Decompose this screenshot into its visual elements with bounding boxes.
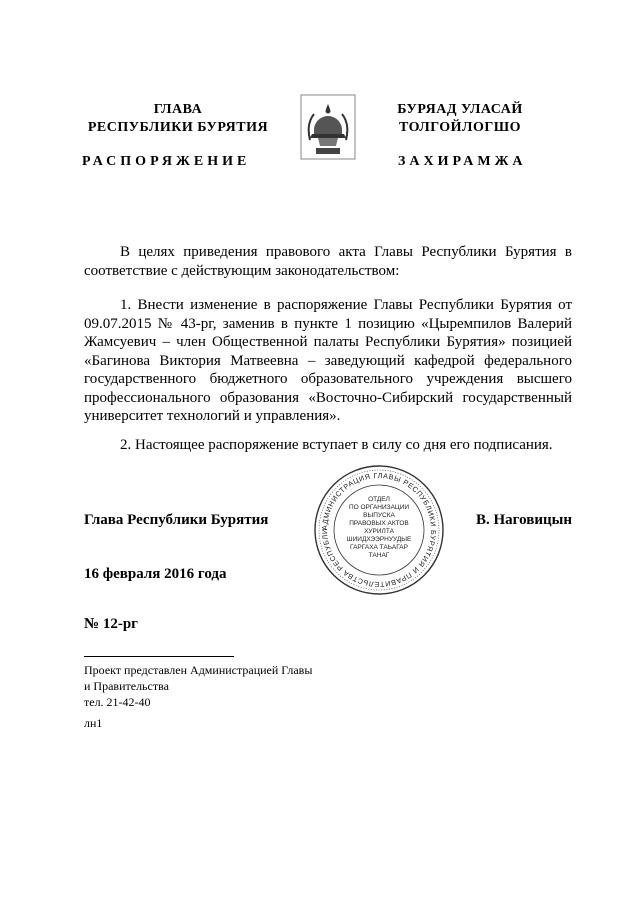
item-1-paragraph: 1. Внести изменение в распоряжение Главы Республики Бурятия от 09.07.2015 № 43-рг, заменив в пункте 1 позицию «Цыремпилов Валерий Жамсуевич – член Общественной палаты Республики Бурятия» позицией «Багинова Виктория Матвеевна – заведующий кафедрой федерального государственного бюджетного образовательного учреждения высшего профессионального образования «Восточно-Сибирский государственный университет технологий и управления».	[84, 297, 572, 424]
header-left-line1: ГЛАВА	[153, 102, 203, 117]
svg-text:АДМИНИСТРАЦИЯ ГЛАВЫ РЕСПУБЛИКИ: АДМИНИСТРАЦИЯ ГЛАВЫ РЕСПУБЛИКИ БУРЯТИЯ И ПРАВИТЕЛЬСТВА РЕСПУБЛИ	[319, 470, 439, 590]
seal-center-line: ПРАВОВЫХ АКТОВ	[349, 520, 409, 527]
footer-note-line1: Проект представлен Администрацией Главы	[84, 663, 313, 677]
seal-center-line: ПО ОРГАНИЗАЦИИ	[348, 504, 410, 511]
signer-title: Глава Республики Бурятия	[84, 512, 269, 528]
header-left-line2: РЕСПУБЛИКИ БУРЯТИЯ	[87, 120, 269, 135]
doc-type-russian: РАСПОРЯЖЕНИЕ	[82, 154, 251, 169]
footer-phone: тел. 21-42-40	[84, 695, 151, 709]
seal-center-line: ХУРИЛТА	[364, 528, 394, 535]
document-number: № 12-рг	[84, 616, 138, 632]
signer-name: В. Наговицын	[476, 512, 572, 528]
header-left-title	[78, 101, 278, 137]
header-right-title	[360, 101, 560, 137]
footer-code: лн1	[84, 716, 103, 730]
seal-center-line: ВЫПУСКА	[363, 512, 395, 519]
footer-divider	[84, 656, 234, 657]
item-2-paragraph: 2. Настоящее распоряжение вступает в силу со дня его подписания.	[120, 437, 553, 453]
intro-paragraph: В целях приведения правового акта Главы Республики Бурятия в соответствие с действующим законодательством:	[84, 244, 572, 279]
header-right-line2: ТОЛГОЙЛОГШО	[398, 120, 522, 135]
seal-center-line: ТАНАГ	[368, 552, 390, 559]
footer-note-line2: и Правительства	[84, 679, 169, 693]
official-seal-stamp	[312, 463, 446, 597]
seal-center-line: ШИИДХЭЭРНУУДЫЕ	[346, 536, 412, 543]
seal-center-line: ОТДЕЛ	[368, 496, 390, 503]
buryatia-coat-of-arms-icon	[300, 94, 356, 160]
doc-type-buryat: ЗАХИРАМЖА	[398, 154, 527, 169]
header-right-line1: БУРЯАД УЛАСАЙ	[397, 102, 523, 117]
document-date: 16 февраля 2016 года	[84, 566, 227, 582]
seal-center-line: ГАРГАХА ТАЬАГАР	[350, 544, 408, 551]
